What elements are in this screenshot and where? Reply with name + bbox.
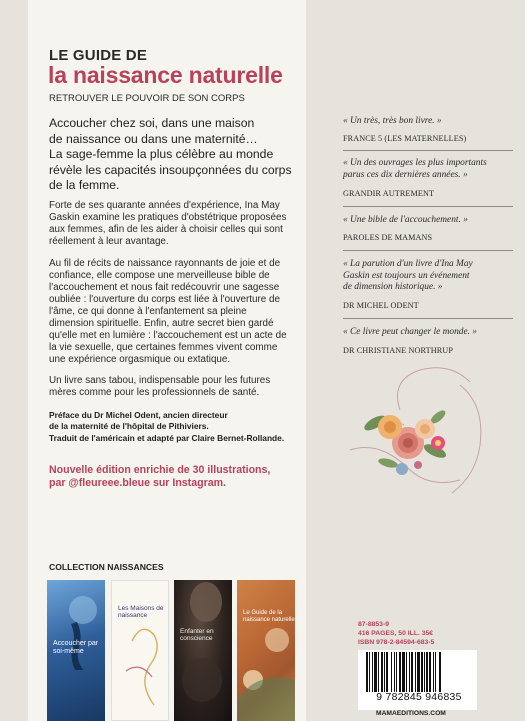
quote-grandir xyxy=(343,158,513,181)
book-title-text: Enfanter en conscience xyxy=(180,628,214,642)
text-line: dimension spirituelle. Enfin, autre secret bien gardé xyxy=(49,318,274,329)
text-line: une expérience orgasmique ou extatique. xyxy=(49,354,231,365)
painting-illustration xyxy=(237,580,295,721)
publication-info xyxy=(358,620,434,647)
text-line: confiance, elle compose une merveilleuse bible de xyxy=(49,270,270,281)
lead-line: révèle les capacités insoupçonnées du corps xyxy=(49,162,292,177)
book-title-text: Le Guide de la naissance naturelle xyxy=(243,610,295,623)
belly-photo xyxy=(174,580,232,721)
barcode-digits: 9 782845 946835 xyxy=(376,692,462,703)
divider xyxy=(343,150,513,151)
edition-line: par @fleureee.bleue sur Instagram. xyxy=(49,477,226,489)
divider xyxy=(343,250,513,251)
website: MAMAEDITIONS.COM xyxy=(376,710,446,717)
text-line: aux femmes, afin de les aider à choisir celles qui sont xyxy=(49,224,283,235)
book-cover-accoucher[interactable] xyxy=(47,580,105,721)
text-line: Un livre sans tabou, indispensable pour les futures xyxy=(49,375,271,386)
product-code: 87-8853-9 xyxy=(358,621,389,628)
book-title-text: Accoucher par soi-même xyxy=(53,640,99,655)
book-cover-enfanter[interactable] xyxy=(174,580,232,721)
quote-source: DR MICHEL ODENT xyxy=(343,301,419,310)
lead-paragraph xyxy=(49,116,304,194)
paragraph-experience xyxy=(49,200,304,248)
text-line: Gaskin examine les pratiques d'obstétrique proposées xyxy=(49,212,287,223)
barcode xyxy=(358,650,477,710)
credit-line: de la maternité de l'hôpital de Pithiviers. xyxy=(49,421,209,432)
barcode-bars xyxy=(364,652,472,692)
text-line: mères comme pour les professionnels de santé. xyxy=(49,387,260,398)
quote-source: PAROLES DE MAMANS xyxy=(343,233,433,242)
edition-line: Nouvelle édition enrichie de 30 illustrations, xyxy=(49,464,271,476)
subtitle: RETROUVER LE POUVOIR DE SON CORPS xyxy=(49,93,245,104)
isbn: ISBN 978-2-84594-683-5 xyxy=(358,639,435,646)
text-line: qu'elle met en lumière : l'accouchement est un acte de xyxy=(49,330,287,341)
mother-line-illustration xyxy=(112,581,169,721)
text-line: réellement à leur avantage. xyxy=(49,236,169,247)
bud-blue xyxy=(396,461,422,475)
divider xyxy=(343,318,513,319)
paragraph-audience xyxy=(49,375,304,399)
rose-peach xyxy=(415,419,435,439)
lead-line: La sage-femme la plus célèbre au monde xyxy=(49,147,274,162)
floral-illustration xyxy=(330,355,510,505)
collection-books xyxy=(47,580,297,721)
quote-source: FRANCE 5 (LES MATERNELLES) xyxy=(343,134,467,143)
lead-line: de la femme. xyxy=(49,178,120,193)
text-line: l'accouchement et nous fait redécouvrir une sagesse xyxy=(49,282,280,293)
text-line: Forte de ses quarante années d'expérience, Ina May xyxy=(49,200,280,211)
book-cover-guide[interactable] xyxy=(237,580,295,721)
book-cover-maisons[interactable] xyxy=(111,580,169,721)
rose-orange xyxy=(378,415,402,439)
collection-label: COLLECTION NAISSANCES xyxy=(49,562,164,572)
quote-line: parus ces dix dernières années. » xyxy=(343,169,468,180)
quote-line: « La parution d'un livre d'Ina May xyxy=(343,259,473,269)
divider xyxy=(343,206,513,207)
text-line: la vie sexuelle, que certaines femmes vivent comme xyxy=(49,342,278,353)
text-line: oubliée : l'ouverture du corps est liée à l'ouverture de xyxy=(49,294,281,305)
credits xyxy=(49,410,304,444)
pages-price: 416 PAGES, 50 ILL. 35€ xyxy=(358,630,434,637)
quote-source: DR CHRISTIANE NORTHRUP xyxy=(343,346,453,355)
credit-line: Préface du Dr Michel Odent, ancien directeur xyxy=(49,410,228,420)
new-edition-note xyxy=(49,464,304,490)
lead-line: de naissance ou dans une maternité… xyxy=(49,131,258,146)
credit-line: Traduit de l'américain et adapté par Claire Bernet-Rollande. xyxy=(49,432,285,443)
title-small: LE GUIDE DE xyxy=(49,47,148,64)
lead-line: Accoucher chez soi, dans une maison xyxy=(49,116,255,130)
text-line: Au fil de récits de naissance rayonnants de joie et de xyxy=(49,258,281,269)
book-title: la naissance naturelle xyxy=(48,62,283,88)
flower-small xyxy=(431,436,445,450)
quote-line: Gaskin est toujours un événement xyxy=(343,270,470,281)
quote-france5: « Un très, très bon livre. » xyxy=(343,116,442,126)
book-title-text: Les Maisons de naissance xyxy=(118,605,164,619)
paragraph-stories xyxy=(49,258,304,366)
quote-odent xyxy=(343,259,513,294)
quote-northrup: « Ce livre peut changer le monde. » xyxy=(343,327,477,337)
quote-paroles: « Une bible de l'accouchement. » xyxy=(343,215,468,225)
text-line: l'âme, ce qui donne à l'enfantement sa pleine xyxy=(49,306,247,317)
quote-source: GRANDIR AUTREMENT xyxy=(343,189,435,198)
quote-line: de dimension historique. » xyxy=(343,282,443,292)
quote-line: « Un des ouvrages les plus importants xyxy=(343,158,487,168)
